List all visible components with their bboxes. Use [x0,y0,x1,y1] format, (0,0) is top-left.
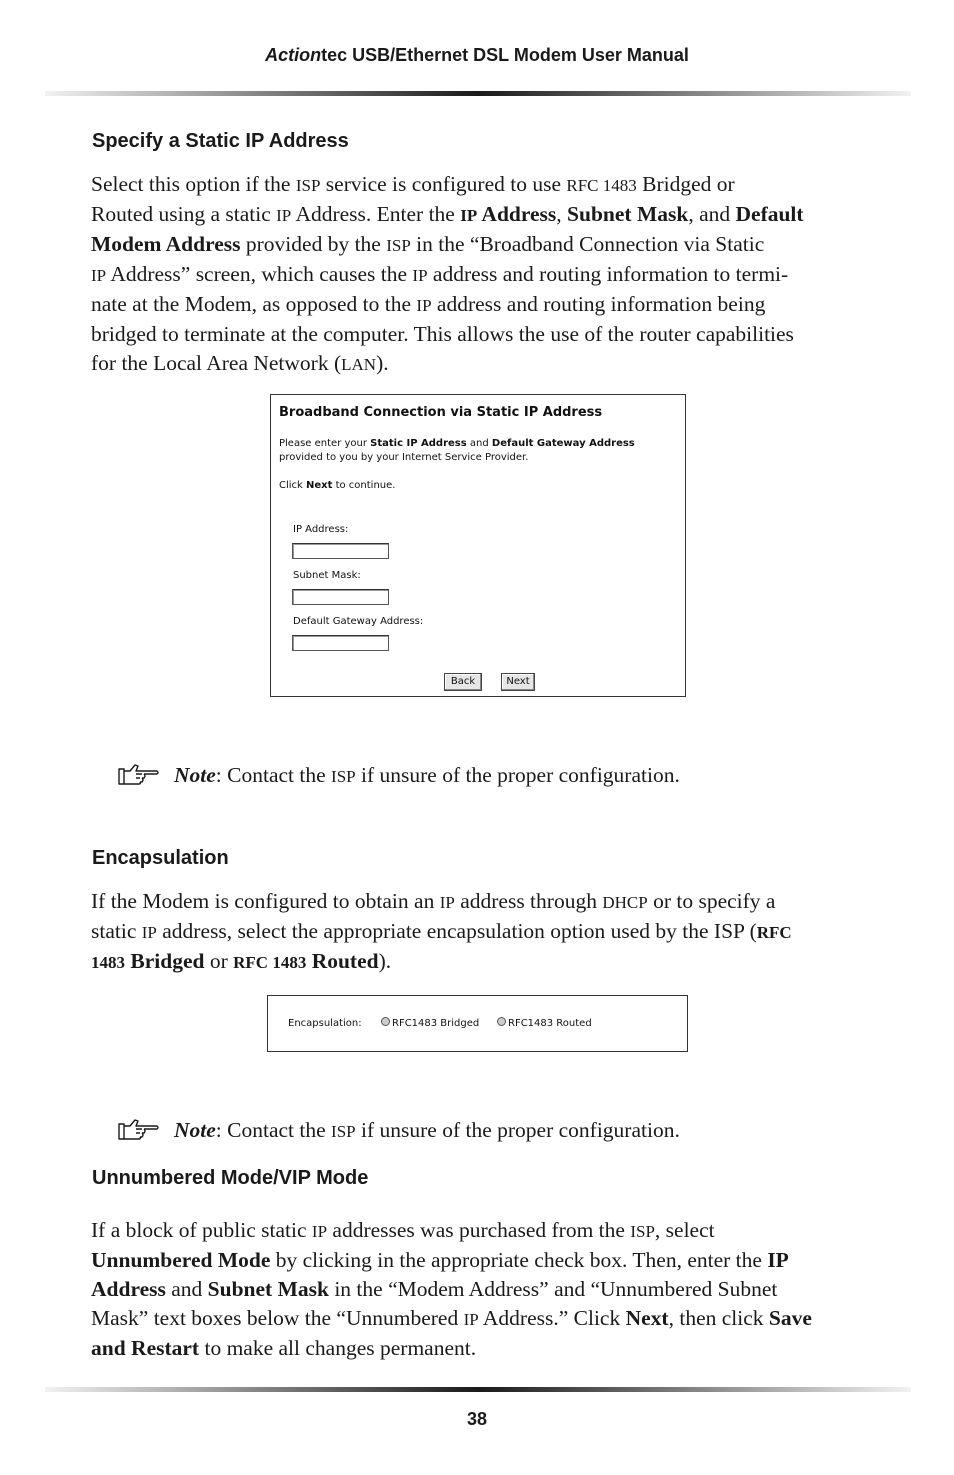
section-heading-encapsulation: Encapsulation [92,847,229,869]
section-unnumbered-mode-body [91,1216,866,1363]
text-line: Routed using a static IP Address. Enter the IP Address, Subnet Mask, and Default [91,202,804,226]
next-button[interactable]: Next [501,673,535,691]
pointing-hand-icon [118,1117,160,1141]
radio-button-icon[interactable] [497,1017,506,1026]
ip-address-input[interactable] [292,543,389,559]
header-title-italic: Action [265,45,322,65]
text-line: Unnumbered Mode by clicking in the appropriate check box. Then, enter the IP [91,1248,789,1272]
radio-button-icon[interactable] [381,1017,390,1026]
section-encapsulation-body [91,887,866,977]
text-line: IP Address” screen, which causes the IP address and routing information to termi- [91,262,789,286]
section-heading-unnumbered-mode: Unnumbered Mode/VIP Mode [92,1167,369,1189]
text-line: and Restart to make all changes permanent. [91,1336,477,1360]
note-label: Note [174,1118,216,1142]
subnet-mask-input[interactable] [292,589,389,605]
text-line: static IP address, select the appropriate encapsulation option used by the ISP (RFC [91,919,792,943]
encapsulation-screenshot [267,995,688,1052]
text-line: If the Modem is configured to obtain an IP address through DHCP or to specify a [91,889,776,913]
note-2: Note: Contact the ISP if unsure of the proper configuration. [118,1117,680,1143]
section-static-ip-body [91,170,866,379]
text-line: for the Local Area Network (LAN). [91,351,389,375]
text-line: bridged to terminate at the computer. This allows the use of the router capabilities [91,322,794,346]
back-button[interactable]: Back [444,673,482,691]
subnet-mask-label: Subnet Mask: [293,570,361,581]
pointing-hand-icon [118,762,160,786]
text-line: If a block of public static IP addresses was purchased from the ISP, select [91,1218,715,1242]
section-heading-static-ip: Specify a Static IP Address [92,130,349,152]
radio-rfc1483-bridged[interactable]: RFC1483 Bridged [381,1017,479,1031]
note-1: Note: Contact the ISP if unsure of the proper configuration. [118,762,680,788]
page-header [0,45,954,66]
static-ip-screenshot [270,394,686,697]
header-title-rest: tec USB/Ethernet DSL Modem User Manual [321,45,689,65]
text-line: Address and Subnet Mask in the “Modem Address” and “Unnumbered Subnet [91,1277,778,1301]
ip-address-label: IP Address: [293,524,349,535]
text-line: Mask” text boxes below the “Unnumbered IP Address.” Click Next, then click Save [91,1306,812,1330]
encapsulation-label: Encapsulation: [288,1018,362,1029]
header-rule [45,91,911,96]
screenshot-title: Broadband Connection via Static IP Address [279,405,603,420]
gateway-address-input[interactable] [292,635,389,651]
text-line: nate at the Modem, as opposed to the IP address and routing information being [91,292,766,316]
footer-rule [45,1387,911,1392]
text-line: Select this option if the ISP service is configured to use RFC 1483 Bridged or [91,172,735,196]
page-number: 38 [466,1409,488,1429]
text-line: 1483 Bridged or RFC 1483 Routed). [91,949,392,973]
radio-rfc1483-routed[interactable]: RFC1483 Routed [497,1017,592,1031]
gateway-address-label: Default Gateway Address: [293,616,424,627]
text-line: Modem Address provided by the ISP in the “Broadband Connection via Static [91,232,765,256]
screenshot-instructions: Please enter your Static IP Address and Default Gateway Address provided to you by your Internet Service Provider. Click Next to continue. [279,438,635,491]
note-label: Note [174,763,216,787]
